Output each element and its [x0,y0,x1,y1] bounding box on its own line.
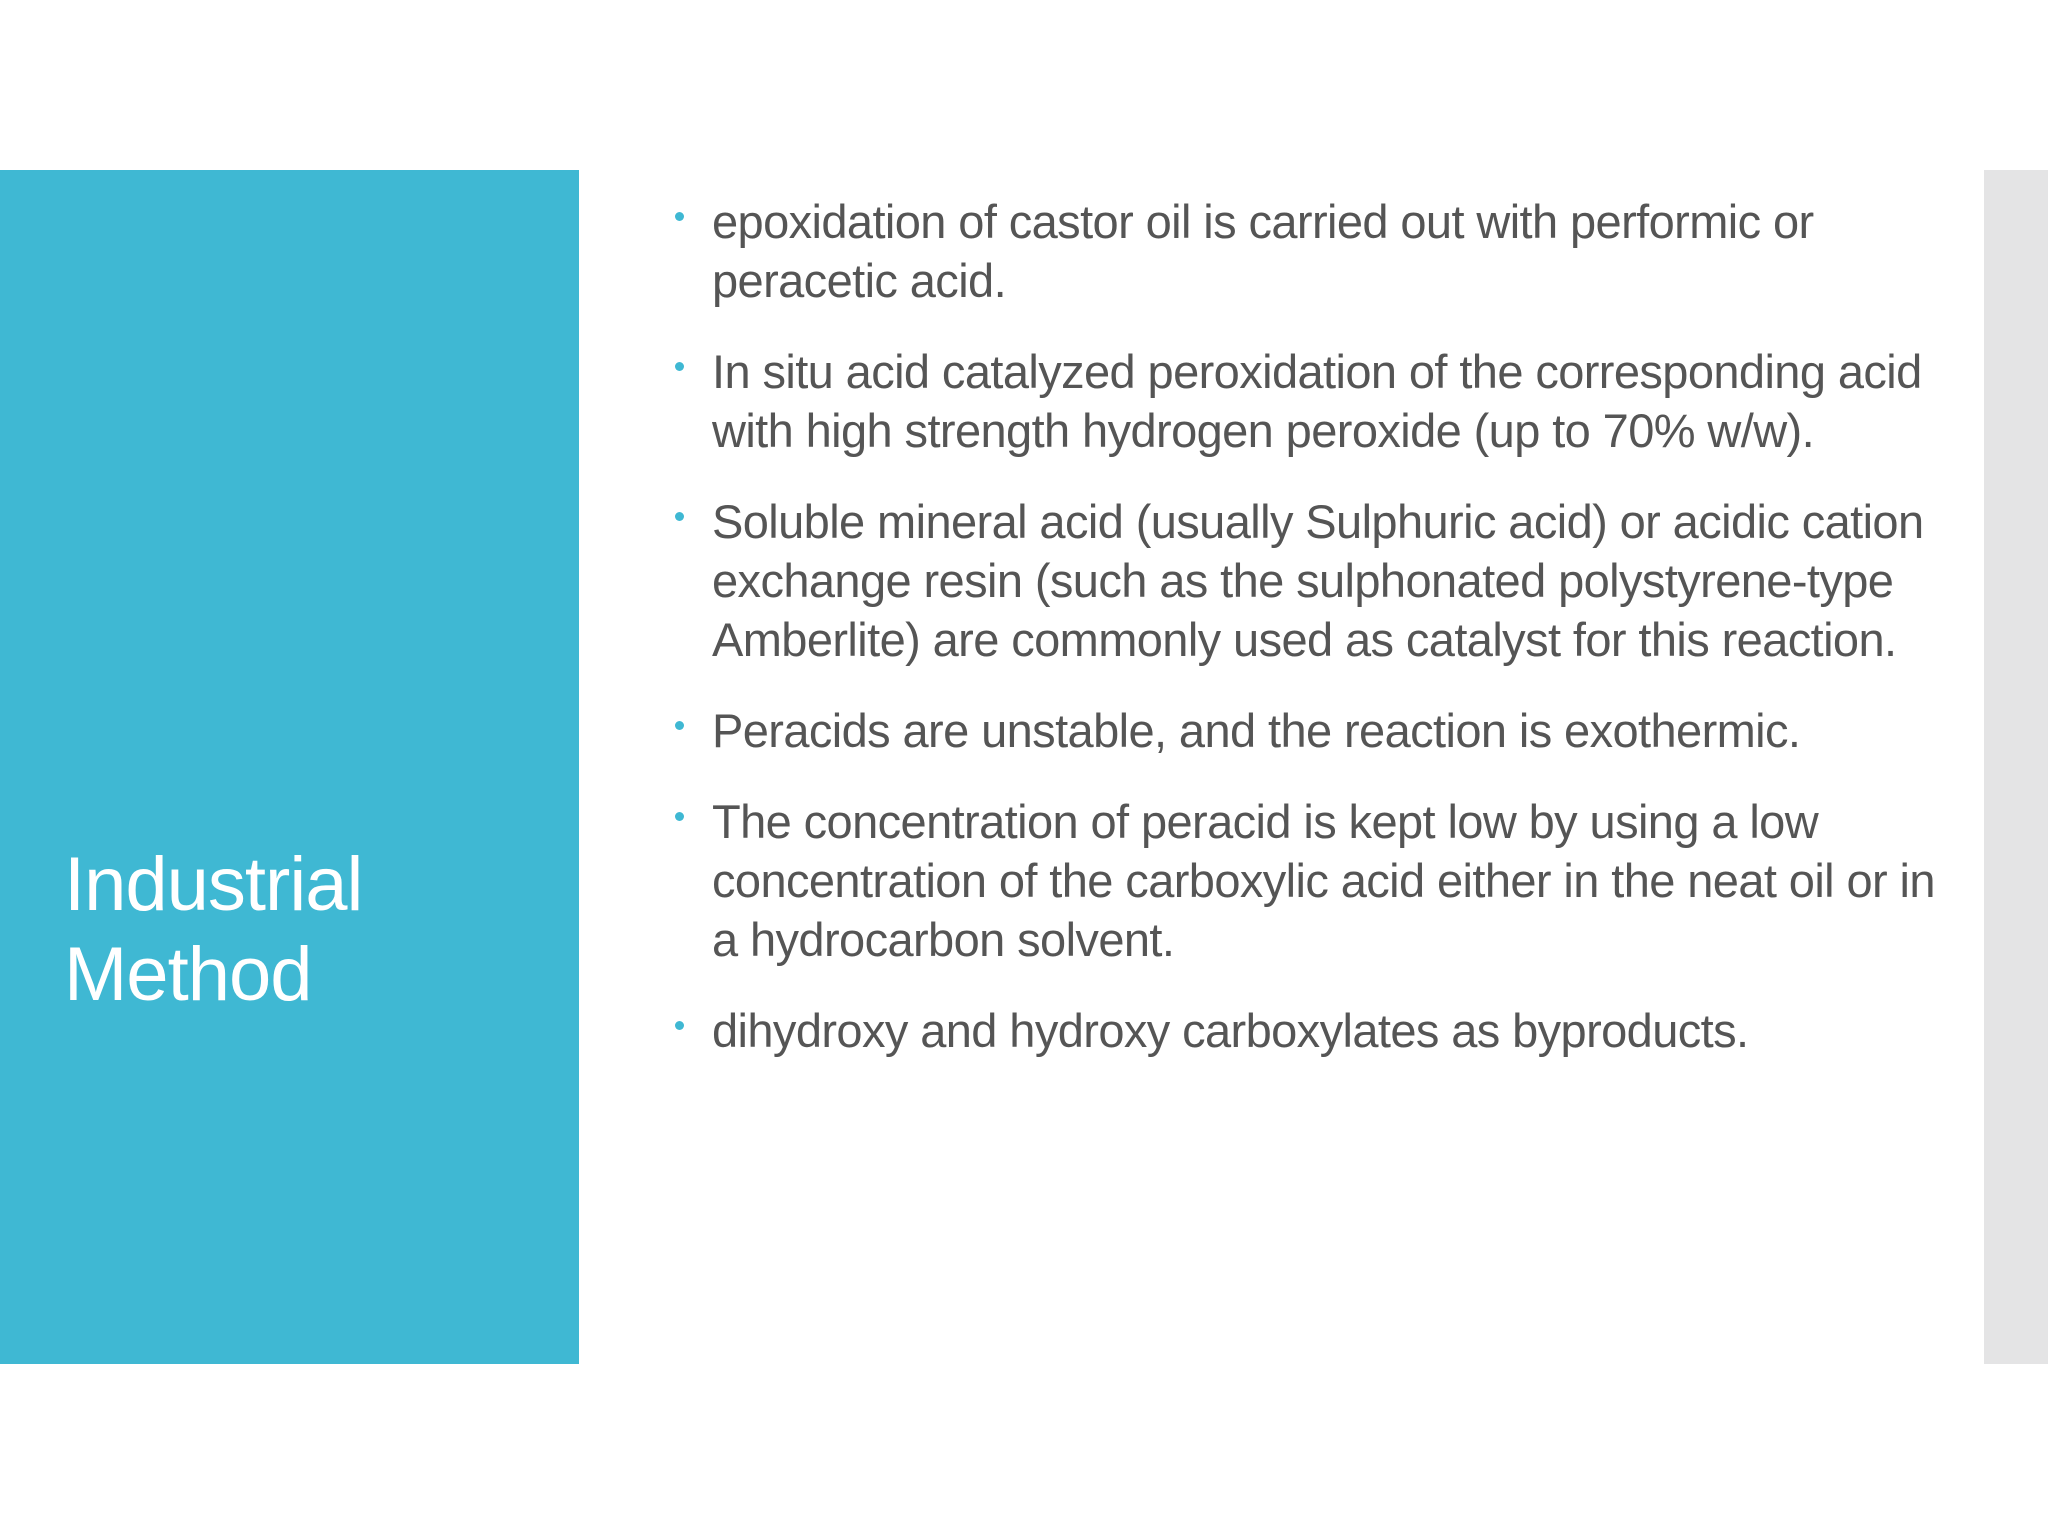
bullet-text: dihydroxy and hydroxy carboxylates as byproducts. [712,1004,1749,1057]
bullet-text: Peracids are unstable, and the reaction is exothermic. [712,704,1801,757]
bullet-list [672,192,1952,1092]
bullet-dot-icon [675,721,684,730]
title-panel [0,170,579,1364]
slide-title: Industrial Method [64,842,363,1017]
bullet-text: Soluble mineral acid (usually Sulphuric acid) or acidic cation exchange resin (such as the sulphonated polystyrene-type Amberlite) are commonly used as catalyst for this reaction. [712,495,1924,666]
bullet-dot-icon [675,812,684,821]
bullet-item [672,701,1952,760]
bullet-item [672,1001,1952,1060]
bullet-dot-icon [675,212,684,221]
bullet-dot-icon [675,512,684,521]
bullet-item [672,792,1952,969]
right-accent-strip [1984,170,2048,1364]
bullet-item [672,342,1952,460]
bullet-text: epoxidation of castor oil is carried out with performic or peracetic acid. [712,195,1814,307]
bullet-dot-icon [675,1021,684,1030]
bullet-text: The concentration of peracid is kept low by using a low concentration of the carboxylic acid either in the neat oil or in a hydrocarbon solvent. [712,795,1935,966]
bullet-dot-icon [675,362,684,371]
bullet-item [672,492,1952,669]
bullet-item [672,192,1952,310]
bullet-text: In situ acid catalyzed peroxidation of the corresponding acid with high strength hydrogen peroxide (up to 70% w/w). [712,345,1922,457]
